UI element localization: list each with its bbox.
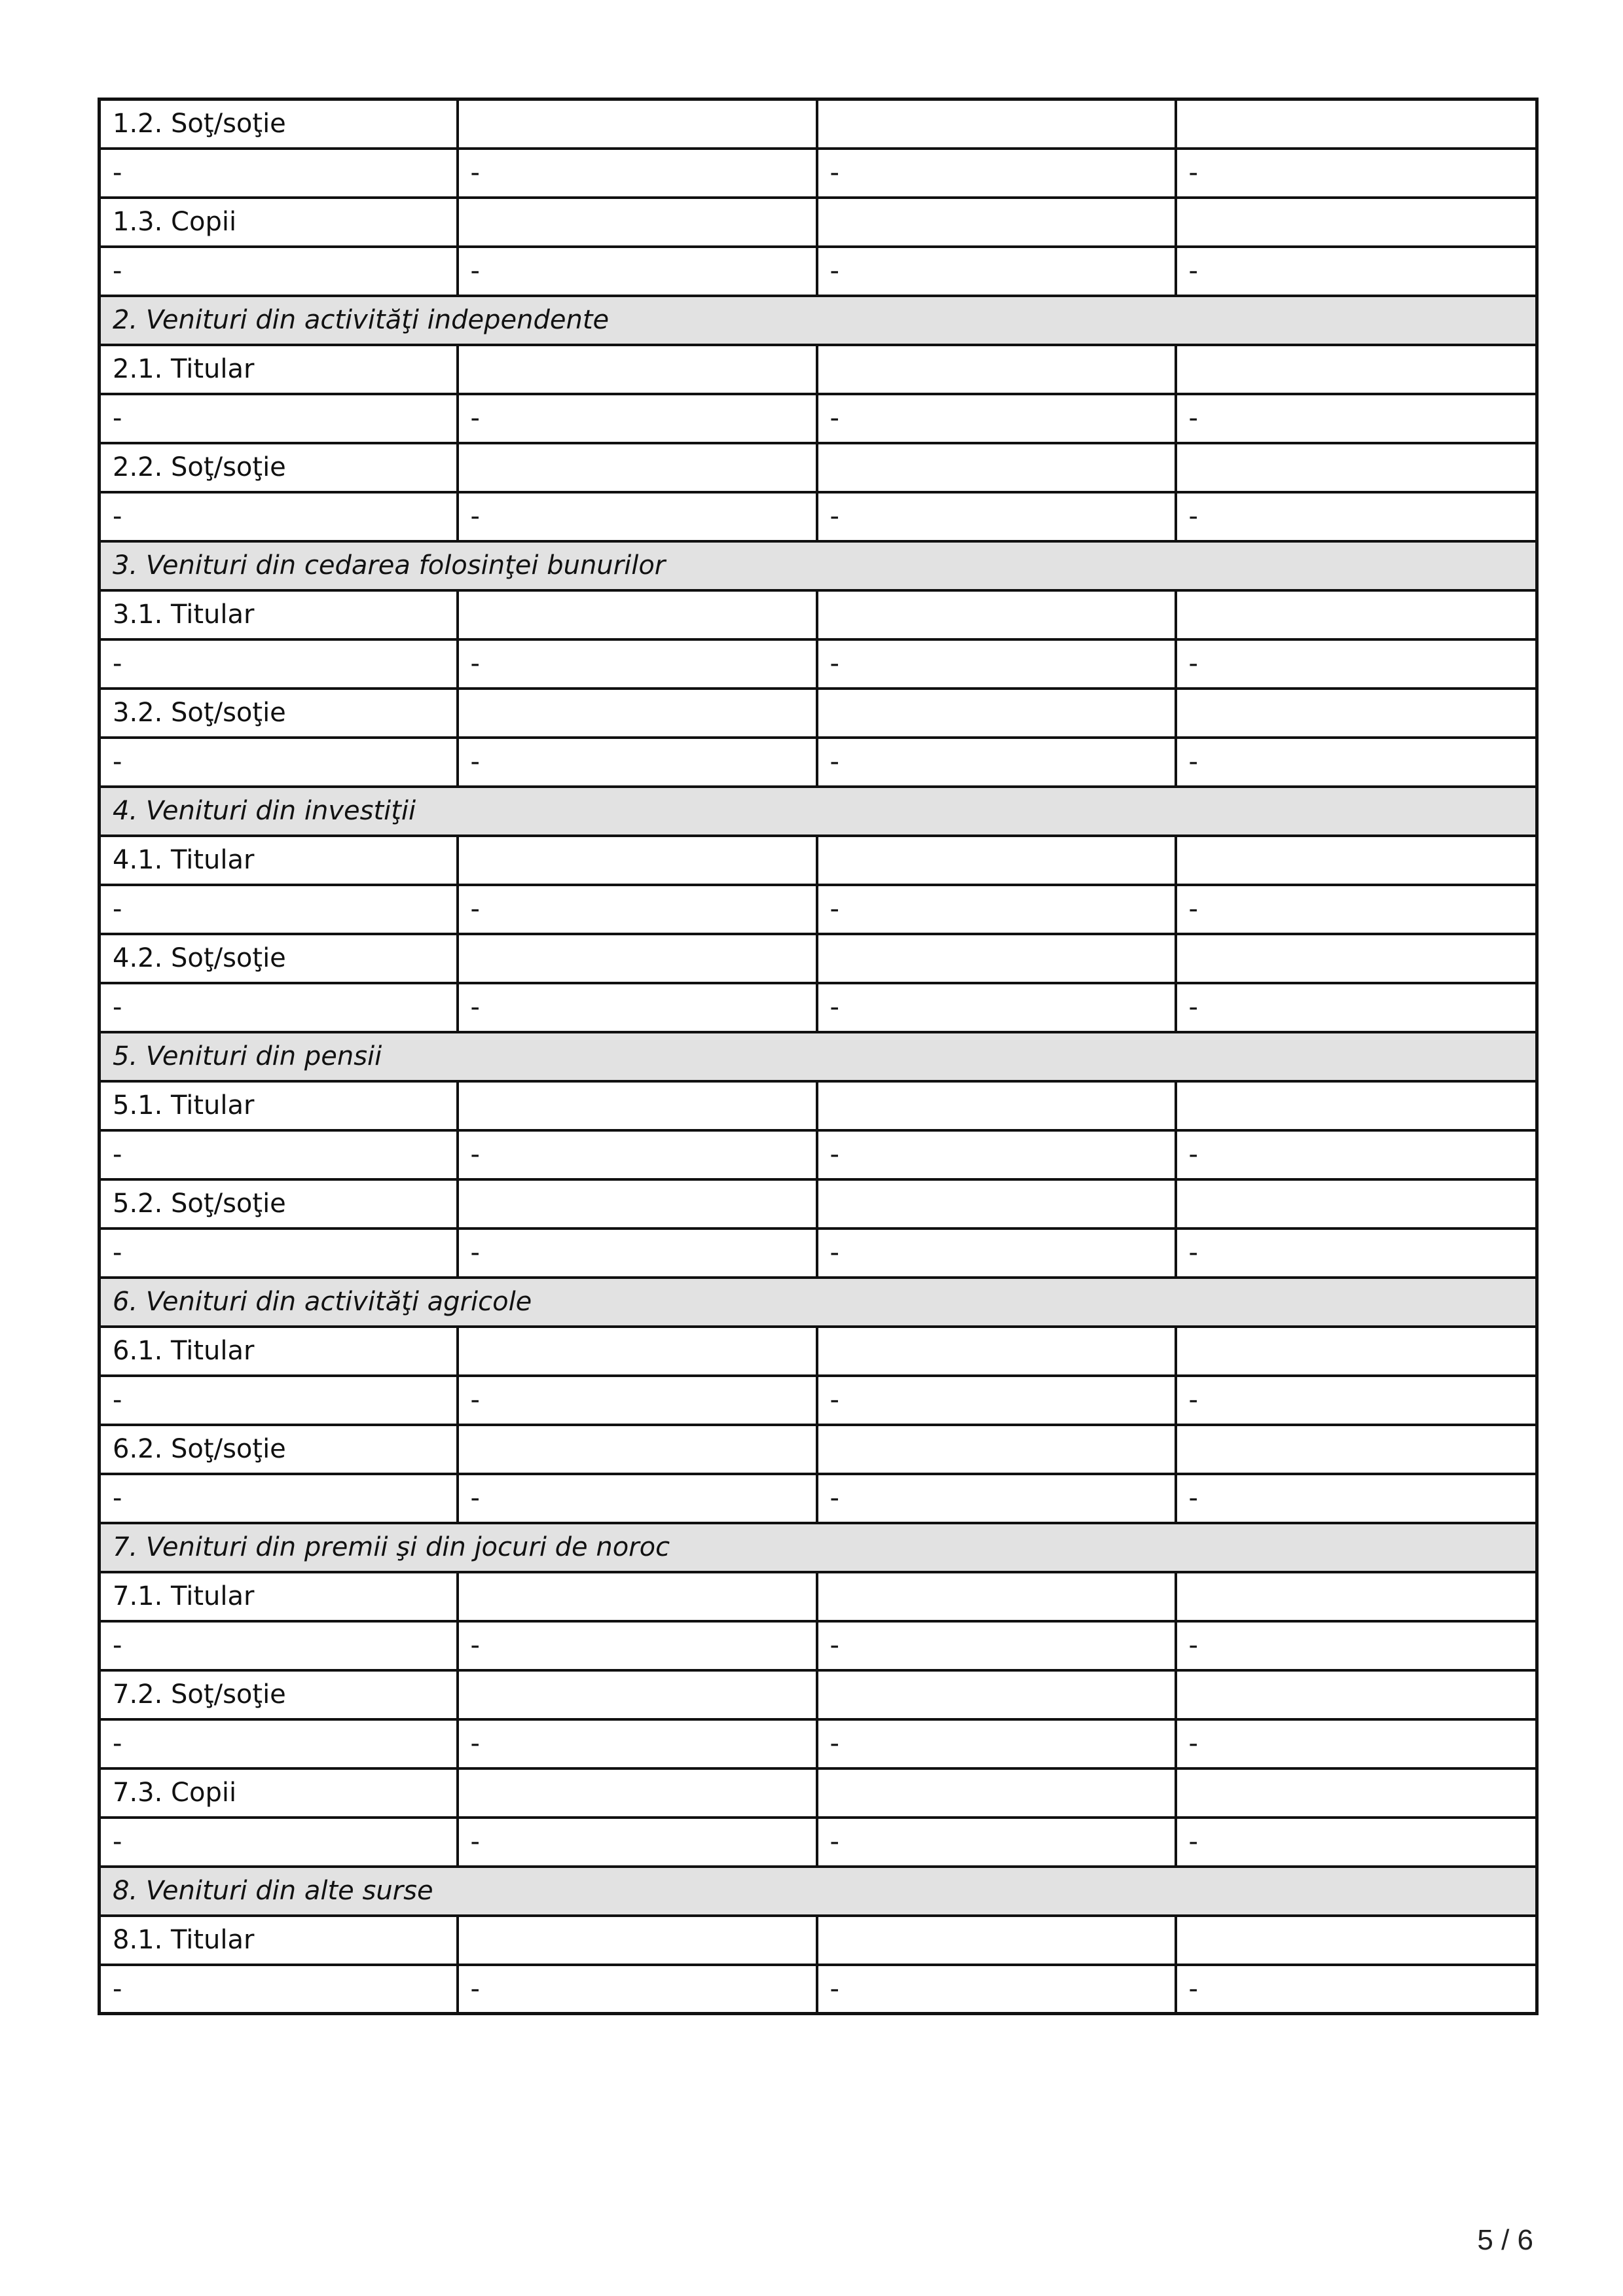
table-cell [1176,934,1537,983]
person-label-row [100,198,1537,247]
section-title: 4. Venituri din investiţii [100,787,1537,836]
table-cell: - [817,1965,1176,2014]
section-title: 6. Venituri din activităţi agricole [100,1278,1537,1327]
section-title: 8. Venituri din alte surse [100,1867,1537,1916]
value-row [100,492,1537,541]
person-label-row [100,345,1537,394]
table-cell: - [1176,492,1537,541]
section-header-row [100,787,1537,836]
table-cell: - [817,1130,1176,1179]
table-cell: - [1176,247,1537,296]
table-cell: - [1176,639,1537,689]
table-cell [458,345,817,394]
table-cell [817,345,1176,394]
table-cell [458,443,817,492]
table-cell: - [817,983,1176,1032]
person-label-row [100,1327,1537,1376]
table-cell: - [458,1965,817,2014]
table-cell: - [1176,1965,1537,2014]
table-cell: - [458,1474,817,1523]
value-row [100,1719,1537,1768]
person-label-cell: 5.2. Soţ/soţie [100,1179,458,1229]
value-row [100,394,1537,443]
section-title: 2. Venituri din activităţi independente [100,296,1537,345]
person-label-cell: 3.1. Titular [100,590,458,639]
income-declaration-table [98,98,1539,2015]
table-cell: - [458,1818,817,1867]
value-row [100,983,1537,1032]
person-label-row [100,689,1537,738]
table-cell: - [817,1229,1176,1278]
section-title: 3. Venituri din cedarea folosinţei bunurilor [100,541,1537,590]
value-row [100,1818,1537,1867]
value-row [100,1229,1537,1278]
person-label-cell: 7.1. Titular [100,1572,458,1621]
table-cell [1176,99,1537,149]
person-label-row [100,443,1537,492]
table-cell [1176,1425,1537,1474]
table-cell: - [100,1621,458,1670]
value-row [100,1376,1537,1425]
table-cell [458,1916,817,1965]
page-number: 5 / 6 [1477,2224,1533,2256]
section-header-row [100,1032,1537,1081]
table-cell [1176,1768,1537,1818]
table-cell: - [100,1474,458,1523]
table-cell: - [458,247,817,296]
table-cell [458,1425,817,1474]
table-cell: - [1176,1474,1537,1523]
table-cell [1176,1081,1537,1130]
table-cell: - [817,149,1176,198]
table-cell: - [100,1965,458,2014]
table-cell: - [100,639,458,689]
section-header-row [100,541,1537,590]
table-cell: - [1176,149,1537,198]
table-cell: - [100,738,458,787]
table-cell: - [817,1719,1176,1768]
section-title: 5. Venituri din pensii [100,1032,1537,1081]
person-label-cell: 6.2. Soţ/soţie [100,1425,458,1474]
table-cell [817,836,1176,885]
table-cell: - [458,1719,817,1768]
person-label-row [100,1768,1537,1818]
table-cell [1176,1572,1537,1621]
person-label-cell: 2.2. Soţ/soţie [100,443,458,492]
table-cell [458,689,817,738]
table-cell: - [458,394,817,443]
person-label-cell: 8.1. Titular [100,1916,458,1965]
person-label-cell: 2.1. Titular [100,345,458,394]
table-cell [817,1425,1176,1474]
table-cell: - [100,983,458,1032]
table-cell: - [1176,1130,1537,1179]
value-row [100,1474,1537,1523]
table-cell: - [817,1818,1176,1867]
table-cell: - [1176,1719,1537,1768]
person-label-cell: 5.1. Titular [100,1081,458,1130]
person-label-cell: 4.2. Soţ/soţie [100,934,458,983]
table-cell: - [100,1818,458,1867]
table-cell [458,934,817,983]
table-cell [1176,345,1537,394]
section-header-row [100,1867,1537,1916]
person-label-row [100,1081,1537,1130]
table-cell [458,1081,817,1130]
person-label-row [100,934,1537,983]
person-label-row [100,1425,1537,1474]
table-cell [817,1916,1176,1965]
table-cell [1176,1179,1537,1229]
table-cell: - [458,149,817,198]
table-cell [458,1670,817,1719]
table-cell: - [100,885,458,934]
table-cell [458,1327,817,1376]
table-cell: - [1176,738,1537,787]
section-header-row [100,296,1537,345]
value-row [100,639,1537,689]
table-cell: - [1176,1229,1537,1278]
table-cell: - [458,983,817,1032]
person-label-row [100,99,1537,149]
table-cell: - [817,492,1176,541]
table-cell: - [817,1474,1176,1523]
table-cell [458,836,817,885]
table-cell: - [100,1376,458,1425]
person-label-row [100,836,1537,885]
person-label-row [100,1572,1537,1621]
table-cell [458,590,817,639]
table-cell [458,99,817,149]
table-cell [817,1768,1176,1818]
table-body [100,99,1537,2014]
value-row [100,1965,1537,2014]
value-row [100,247,1537,296]
table-cell: - [100,492,458,541]
table-cell [458,1768,817,1818]
table-cell [817,590,1176,639]
table-cell: - [817,394,1176,443]
table-cell: - [100,1229,458,1278]
table-cell [1176,1916,1537,1965]
table-cell: - [458,1621,817,1670]
table-cell [1176,443,1537,492]
table-cell [817,198,1176,247]
person-label-row [100,1179,1537,1229]
table-cell [817,1670,1176,1719]
person-label-cell: 4.1. Titular [100,836,458,885]
table-cell: - [458,1229,817,1278]
person-label-cell: 3.2. Soţ/soţie [100,689,458,738]
table-cell: - [458,885,817,934]
table-cell: - [100,149,458,198]
table-cell [817,443,1176,492]
table-cell: - [100,1130,458,1179]
table-cell: - [817,247,1176,296]
table-cell: - [458,1376,817,1425]
table-cell [1176,1670,1537,1719]
table-cell: - [1176,394,1537,443]
person-label-cell: 1.2. Soţ/soţie [100,99,458,149]
table-cell: - [1176,1621,1537,1670]
table-cell [1176,689,1537,738]
table-cell: - [817,639,1176,689]
table-cell [458,1179,817,1229]
person-label-row [100,1670,1537,1719]
section-header-row [100,1278,1537,1327]
section-header-row [100,1523,1537,1572]
table-cell [817,689,1176,738]
table-cell: - [1176,885,1537,934]
table-cell: - [458,738,817,787]
person-label-cell: 1.3. Copii [100,198,458,247]
table-cell: - [1176,1376,1537,1425]
table-cell: - [1176,983,1537,1032]
table-cell: - [100,1719,458,1768]
table-cell [817,1572,1176,1621]
table-cell: - [1176,1818,1537,1867]
table-cell [1176,836,1537,885]
table-cell [817,934,1176,983]
table-cell [1176,590,1537,639]
table-cell [1176,198,1537,247]
person-label-row [100,590,1537,639]
table-cell: - [817,738,1176,787]
table-cell [458,198,817,247]
value-row [100,738,1537,787]
table-cell: - [458,639,817,689]
person-label-cell: 6.1. Titular [100,1327,458,1376]
table-cell: - [817,1376,1176,1425]
value-row [100,885,1537,934]
table-cell [817,99,1176,149]
table-cell [817,1081,1176,1130]
section-title: 7. Venituri din premii şi din jocuri de noroc [100,1523,1537,1572]
table-cell: - [100,394,458,443]
person-label-cell: 7.2. Soţ/soţie [100,1670,458,1719]
person-label-row [100,1916,1537,1965]
table-cell: - [458,492,817,541]
table-cell: - [817,1621,1176,1670]
table-cell [1176,1327,1537,1376]
table-cell: - [817,885,1176,934]
table-cell [817,1327,1176,1376]
value-row [100,1130,1537,1179]
table-cell [458,1572,817,1621]
value-row [100,1621,1537,1670]
table-cell: - [100,247,458,296]
value-row [100,149,1537,198]
person-label-cell: 7.3. Copii [100,1768,458,1818]
table-cell [817,1179,1176,1229]
table-cell: - [458,1130,817,1179]
